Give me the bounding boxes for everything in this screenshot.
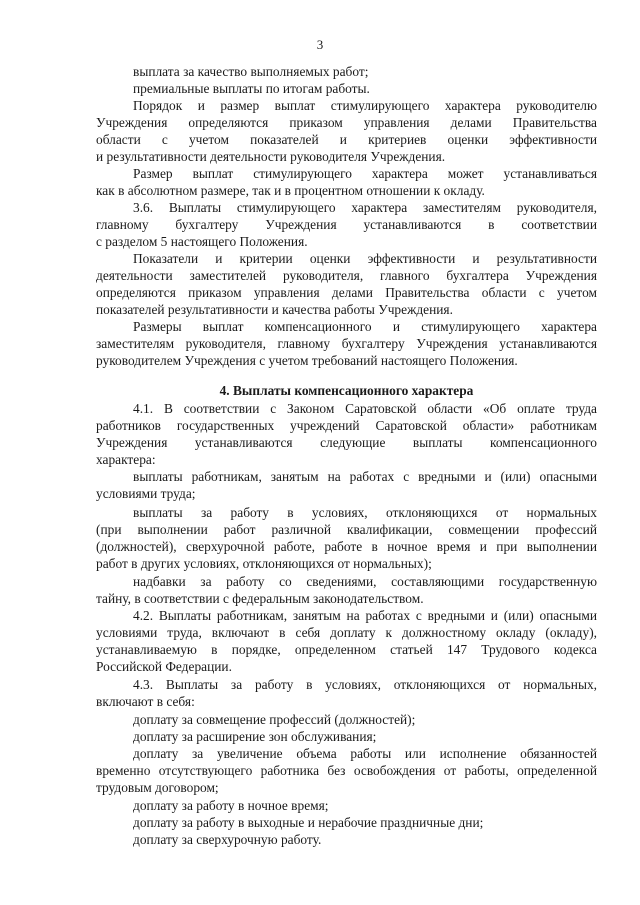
text-line: работ в других условиях, отклоняющихся от нормальных); [96, 556, 432, 571]
text-line: премиальные выплаты по итогам работы. [133, 81, 370, 96]
text-line: тайну, в соответствии с федеральным законодательством. [96, 591, 424, 606]
page-number: 3 [316, 37, 324, 52]
text-line: Российской Федерации. [96, 659, 232, 674]
text-line: Размер выплат стимулирующего характера может устанавливаться [133, 166, 597, 181]
text-line: 4.2. Выплаты работникам, занятым на работах с вредными и (или) опасными [133, 608, 597, 623]
text-line: доплату за расширение зон обслуживания; [133, 729, 377, 744]
text-line: выплаты работникам, занятым на работах с вредными и (или) опасными [133, 469, 597, 484]
text-line: Учреждения определяются приказом управления делами Правительства [96, 115, 597, 130]
text-line: (должностей), сверхурочной работе, работе в ночное время и при выполнении [96, 539, 597, 554]
text-line: области с учетом показателей и критериев оценки эффективности [96, 132, 597, 147]
section-heading: 4. Выплаты компенсационного характера [219, 383, 474, 398]
text-line: выплата за качество выполняемых работ; [133, 64, 369, 79]
text-line: доплату за работу в выходные и нерабочие праздничные дни; [133, 815, 484, 830]
text-line: доплату за сверхурочную работу. [133, 832, 322, 847]
text-line: главному бухгалтеру Учреждения устанавливаются в соответствии [96, 217, 597, 232]
text-line: руководителем Учреждения с учетом требований настоящего Положения. [96, 353, 518, 368]
text-line: как в абсолютном размере, так и в процентном отношении к окладу. [96, 183, 485, 198]
text-line: условиями труда; [96, 486, 196, 501]
text-line: и результативности деятельности руководителя Учреждения. [96, 149, 446, 164]
text-line: деятельности заместителей руководителя, главного бухгалтера Учреждения [96, 268, 597, 283]
text-line: доплату за работу в ночное время; [133, 798, 329, 813]
text-line: работников государственных учреждений Саратовской области» работникам [96, 418, 597, 433]
text-line: Размеры выплат компенсационного и стимулирующего характера [133, 319, 597, 334]
text-line: выплаты за работу в условиях, отклоняющихся от нормальных [133, 505, 597, 520]
text-line: 3.6. Выплаты стимулирующего характера заместителям руководителя, [133, 200, 597, 215]
text-line: Порядок и размер выплат стимулирующего характера руководителю [133, 98, 597, 113]
text-line: с разделом 5 настоящего Положения. [96, 234, 308, 249]
text-line: Учреждения устанавливаются следующие выплаты компенсационного [96, 435, 597, 450]
text-line: характера: [96, 452, 156, 467]
text-line: 4.3. Выплаты за работу в условиях, отклоняющихся от нормальных, [133, 677, 597, 692]
text-line: (при выполнении работ различной квалификации, совмещении профессий [96, 522, 597, 537]
text-line: 4.1. В соответствии с Законом Саратовской области «Об оплате труда [133, 401, 597, 416]
text-line: Показатели и критерии оценки эффективности и результативности [133, 251, 597, 266]
text-line: условиями труда, включают в себя доплату к должностному окладу (окладу), [96, 625, 597, 640]
text-line: определяются приказом управления делами Правительства области с учетом [96, 285, 597, 300]
text-line: доплату за увеличение объема работы или исполнение обязанностей [133, 746, 597, 761]
text-line: временно отсутствующего работника без освобождения от работы, определенной [96, 763, 597, 778]
text-line: трудовым договором; [96, 780, 219, 795]
text-line: устанавливаемую в порядке, определенном статьей 147 Трудового кодекса [96, 642, 597, 657]
text-line: доплату за совмещение профессий (должностей); [133, 712, 416, 727]
text-line: включают в себя: [96, 694, 195, 709]
text-line: заместителям руководителя, главному бухгалтеру Учреждения устанавливаются [96, 336, 597, 351]
text-line: показателей результативности и качества работы Учреждения. [96, 302, 453, 317]
text-line: надбавки за работу со сведениями, составляющими государственную [133, 574, 597, 589]
